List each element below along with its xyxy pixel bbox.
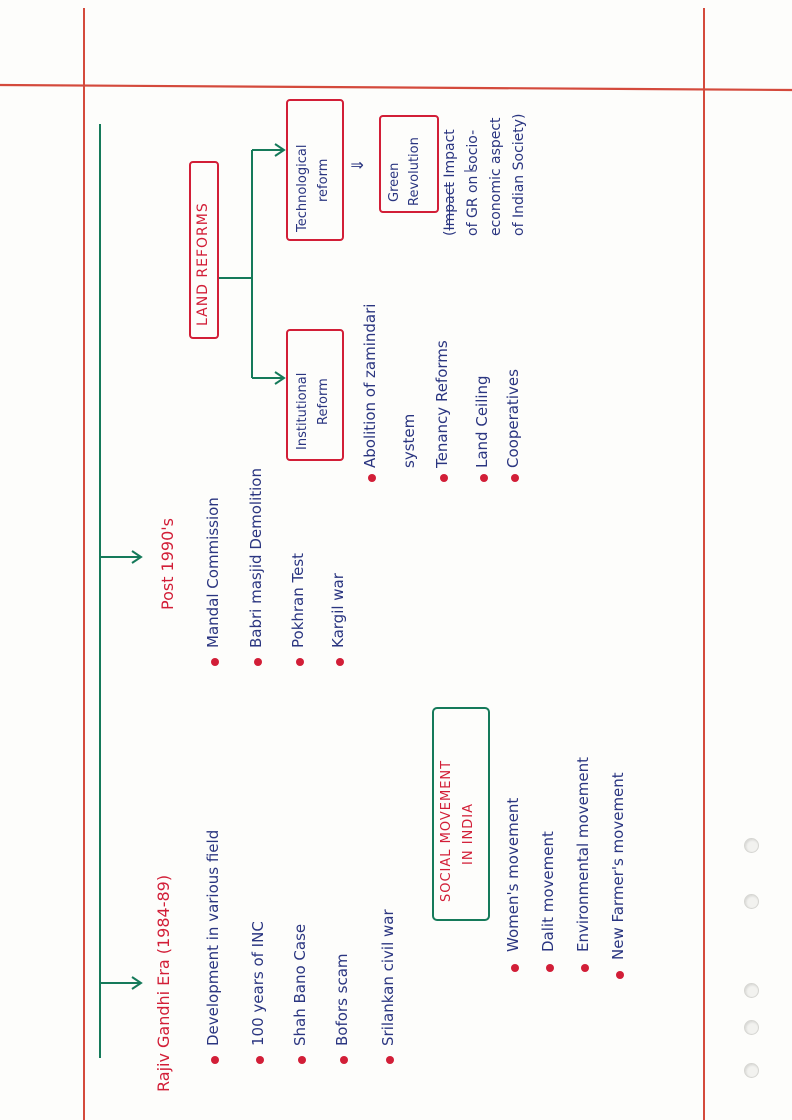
rajiv-item-4: Bofors scam bbox=[333, 953, 351, 1046]
institutional-line1: Institutional bbox=[295, 372, 310, 450]
impact-line2: of GR on socio- bbox=[465, 129, 481, 236]
bullet bbox=[254, 658, 262, 666]
social-item-4: New Farmer's movement bbox=[609, 772, 627, 960]
binder-hole bbox=[744, 1063, 759, 1078]
down-arrow-icon: ⇓ bbox=[348, 158, 367, 172]
rajiv-item-1: Development in various field bbox=[204, 829, 222, 1046]
post-1990-item-1: Mandal Commission bbox=[204, 497, 222, 648]
header-line bbox=[0, 85, 792, 90]
impact-line4: of Indian Society) bbox=[511, 113, 527, 236]
bullet bbox=[211, 658, 219, 666]
land-reforms-title: LAND REFORMS bbox=[195, 202, 211, 326]
bullet bbox=[298, 1056, 306, 1064]
bullet bbox=[386, 1056, 394, 1064]
green-revolution-line2: Revolution bbox=[407, 137, 422, 206]
institutional-item-3: Land Ceiling bbox=[473, 375, 491, 468]
bullet bbox=[340, 1056, 348, 1064]
post-1990-item-4: Kargil war bbox=[329, 573, 347, 648]
bullet bbox=[211, 1056, 219, 1064]
binder-hole bbox=[744, 838, 759, 853]
rajiv-item-5: Srilankan civil war bbox=[379, 909, 397, 1046]
bullets bbox=[211, 474, 627, 1064]
bullet bbox=[511, 474, 519, 482]
bullet bbox=[336, 658, 344, 666]
bullet bbox=[440, 474, 448, 482]
impact-line1: (Impact Impact bbox=[442, 129, 458, 236]
social-title-line1: SOCIAL MOVEMENT bbox=[439, 759, 454, 902]
bullet bbox=[581, 964, 589, 972]
institutional-item-1: Abolition of zamindari bbox=[361, 303, 379, 468]
technological-line2: reform bbox=[316, 158, 331, 202]
technological-line1: Technological bbox=[295, 144, 310, 232]
bullet bbox=[296, 658, 304, 666]
impact-word: Impact bbox=[442, 129, 458, 178]
bullet bbox=[616, 971, 624, 979]
social-item-1: Women's movement bbox=[504, 797, 522, 952]
rajiv-era-title: Rajiv Gandhi Era (1984-89) bbox=[154, 874, 173, 1092]
impact-struck: Impact bbox=[442, 182, 458, 231]
social-item-3: Environmental movement bbox=[574, 756, 592, 952]
bullet bbox=[368, 474, 376, 482]
bullet bbox=[480, 474, 488, 482]
institutional-item-1b: system bbox=[400, 413, 418, 468]
binder-hole bbox=[744, 983, 759, 998]
institutional-item-4: Cooperatives bbox=[504, 369, 522, 468]
post-1990-title: Post 1990's bbox=[158, 517, 177, 610]
social-title-line2: IN INDIA bbox=[461, 803, 476, 865]
institutional-item-2: Tenancy Reforms bbox=[433, 340, 451, 468]
impact-line3: economic aspect bbox=[488, 117, 504, 236]
binder-hole bbox=[744, 1020, 759, 1035]
binder-hole bbox=[744, 894, 759, 909]
social-item-2: Dalit movement bbox=[539, 831, 557, 952]
bullet bbox=[546, 964, 554, 972]
bullet bbox=[256, 1056, 264, 1064]
institutional-line2: Reform bbox=[316, 378, 331, 425]
rajiv-item-2: 100 years of INC bbox=[249, 921, 267, 1046]
post-1990-item-2: Babri masjid Demolition bbox=[247, 468, 265, 648]
bullet bbox=[511, 964, 519, 972]
green-revolution-line1: Green bbox=[387, 162, 402, 202]
rajiv-item-3: Shah Bano Case bbox=[291, 923, 309, 1046]
post-1990-item-3: Pokhran Test bbox=[289, 552, 307, 648]
